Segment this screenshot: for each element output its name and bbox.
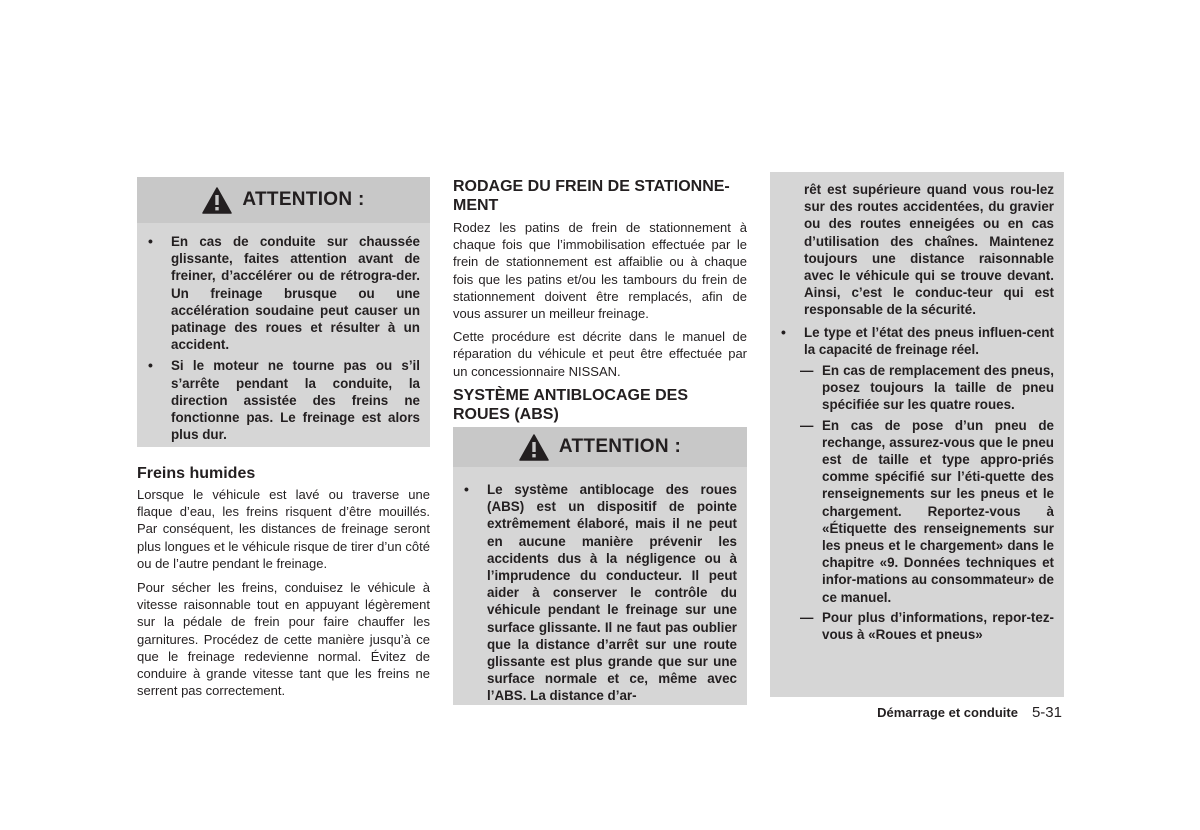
- parking-brake-section: [453, 177, 747, 424]
- dash-item: — Pour plus d’informations, repor-tez-vous à «Roues et pneus»: [770, 609, 1054, 643]
- attention-box-2: [453, 427, 747, 705]
- dash-item: — En cas de pose d’un pneu de rechange, assurez-vous que le pneu est de taille et type appro-priés comme spécifié sur l’éti-quette des renseignements sur les pneus et le chargement. Reportez-vous à «Étiquette des renseignements sur les pneus et le chargement» dans le chapitre «9. Données techniques et infor-mations au consommateur» de ce manuel.: [770, 417, 1054, 606]
- chapter-name: Démarrage et conduite: [877, 705, 1018, 720]
- attention-title: ATTENTION :: [558, 436, 682, 457]
- wet-brakes-section: [137, 464, 430, 699]
- attention-box-3: [770, 172, 1064, 697]
- continued-text: rêt est supérieure quand vous rou-lez sur des routes accidentées, du gravier ou des routes enneigées ou en cas d’utilisation des chaînes. Maintenez toujours une distance raisonnable avec le véhicule qui se trouve devant. Ainsi, c’est le conduc-teur qui est responsable de la sécurité.: [804, 182, 1054, 318]
- warning-triangle-icon: [202, 187, 232, 214]
- paragraph: Pour sécher les freins, conduisez le véhicule à vitesse raisonnable tout en appuyant légèrement sur la pédale de frein pour faire chauffer les garnitures. Procédez de cette manière jusqu’à ce que le freinage redevienne normal. Évitez de conduire à grande vitesse tant que les freins ne serrent pas correctement.: [137, 580, 430, 699]
- paragraph: Cette procédure est décrite dans le manuel de réparation du véhicule et peut être effectuée par un concessionnaire NISSAN.: [453, 329, 747, 379]
- paragraph: Rodez les patins de frein de stationnement à chaque fois que l’immobilisation effectuée par le frein de stationnement est affaiblie ou à chaque fois que les patins et/ou les tambours du frein de stationnement doivent être remplacés, afin de vous assurer un meilleur freinage.: [453, 220, 747, 322]
- section-title: SYSTÈME ANTIBLOCAGE DES ROUES (ABS): [453, 386, 688, 423]
- dash-item: — En cas de remplacement des pneus, posez toujours la taille de pneu spécifiée sur les quatre roues.: [770, 362, 1054, 414]
- paragraph: Lorsque le véhicule est lavé ou traverse une flaque d’eau, les freins risquent d’être mouillés. Par conséquent, les distances de freinage seront plus longues et le véhicule risque de tirer d’un côté ou de l’autre pendant le freinage.: [137, 487, 430, 571]
- warning-bullet: • Le système antiblocage des roues (ABS) est un dispositif de pointe extrêmement élaboré, mais il ne peut en aucune manière prévenir les accidents dus à la négligence ou à l’imprudence du conducteur. Il peut aider à conserver le contrôle du véhicule pendant le freinage sur une surface glissante. Il ne faut pas oublier que la distance d’arrêt sur une route glissante est plus grande que sur une surface normale et ce, même avec l’ABS. La distance d’ar-: [453, 481, 737, 705]
- warning-bullet: • Le type et l’état des pneus influen-cent la capacité de freinage réel.: [770, 324, 1054, 358]
- warning-bullet: • En cas de conduite sur chaussée glissante, faites attention avant de freiner, d’accélérer ou de rétrogra-der. Un freinage brusque ou une accélération soudaine peut causer un patinage des roues et résulter à un accident.: [137, 233, 420, 353]
- section-title: Freins humides: [137, 465, 256, 482]
- page-footer: [877, 704, 1062, 721]
- attention-header: [453, 427, 747, 467]
- warning-bullet: • Si le moteur ne tourne pas ou s’il s’arrête pendant la conduite, la direction assistée des freins ne fonctionne pas. Le freinage est alors plus dur.: [137, 357, 420, 443]
- section-title: RODAGE DU FREIN DE STATIONNE-MENT: [453, 178, 730, 214]
- attention-header: [137, 177, 430, 223]
- attention-title: ATTENTION :: [242, 189, 365, 210]
- page-number: 5-31: [1031, 704, 1062, 721]
- attention-box-1: [137, 177, 430, 447]
- warning-triangle-icon: [519, 434, 549, 461]
